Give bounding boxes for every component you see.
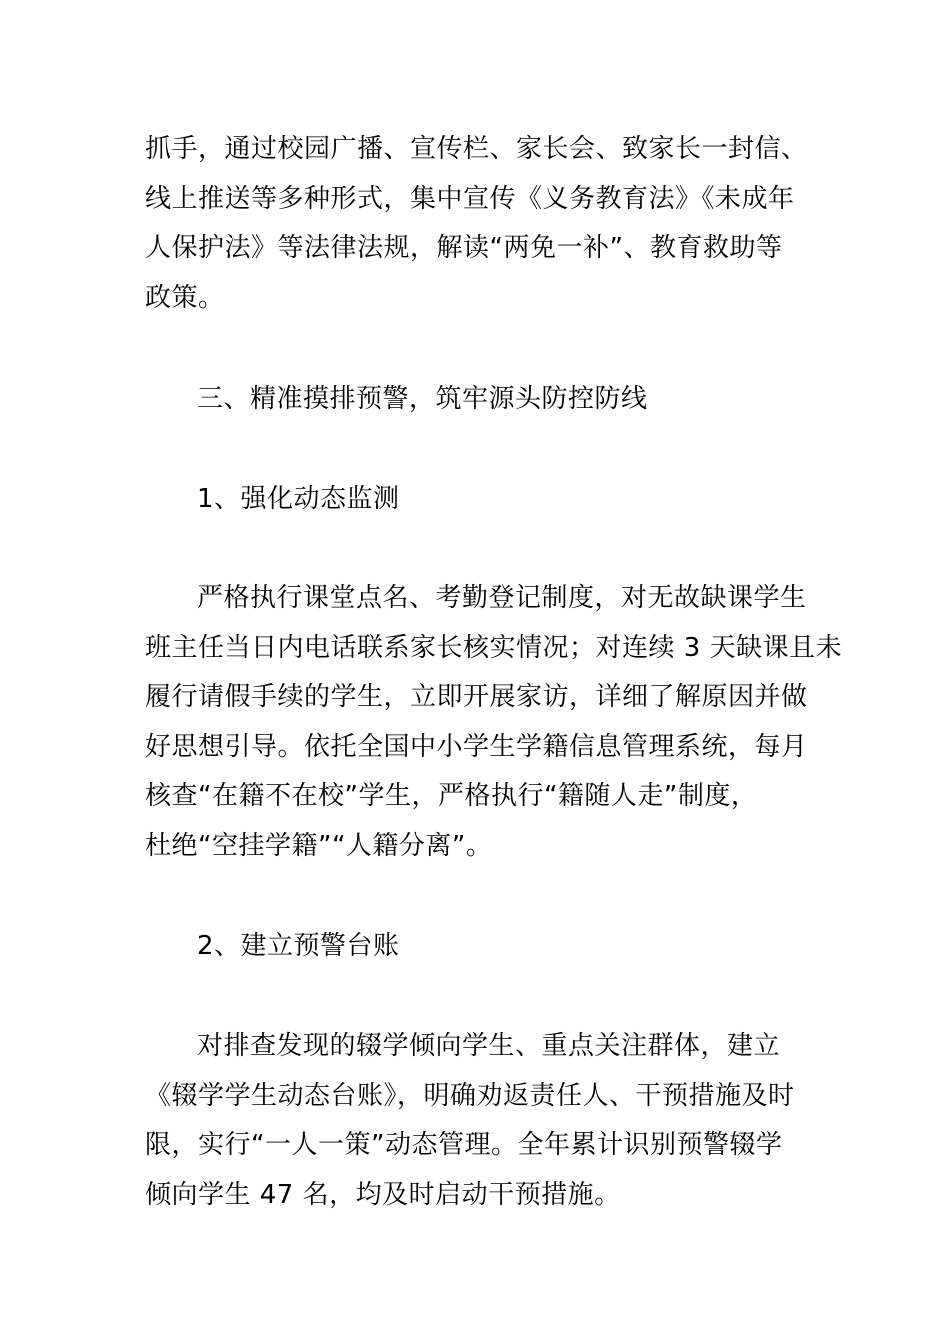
paragraph-line: 抓手，通过校园广播、宣传栏、家长会、致家长一封信、: [145, 134, 808, 164]
paragraph-line: 《辍学学生动态台账》，明确劝返责任人、干预措施及时: [145, 1080, 795, 1111]
paragraph-line: 杜绝“空挂学籍”“人籍分离”。: [145, 830, 493, 861]
paragraph-line: 严格执行课堂点名、考勤登记制度，对无故缺课学生: [197, 583, 807, 613]
paragraph-warning-ledger: [145, 1022, 810, 1220]
section-heading: 三、精准摸排预警，筑牢源头防控防线: [197, 384, 648, 414]
paragraph-line: 核查“在籍不在校”学生，严格执行“籍随人走”制度，: [145, 781, 758, 811]
paragraph-line: 班主任当日内电话联系家长核实情况；对连续 3 天缺课且未: [145, 632, 843, 663]
paragraph-line: 好思想引导。依托全国中小学生学籍信息管理系统，每月: [145, 731, 808, 762]
paragraph-line: 履行请假手续的学生，立即开展家访，详细了解原因并做: [145, 682, 808, 712]
paragraph-line: 对排查发现的辍学倾向学生、重点关注群体，建立: [197, 1031, 781, 1061]
paragraph-line: 政策。: [145, 282, 225, 313]
subsection-heading: 1、强化动态监测: [197, 484, 400, 514]
paragraph-line: 限，实行“一人一策”动态管理。全年累计识别预警辍学: [145, 1130, 783, 1160]
subsection-heading: 2、建立预警台账: [197, 931, 400, 961]
paragraph-line: 线上推送等多种形式，集中宣传《义务教育法》《未成年: [145, 183, 795, 214]
paragraph-line: 人保护法》等法律法规，解读“两免一补”、教育救助等: [145, 233, 783, 263]
paragraph-line: 倾向学生 47 名，均及时启动干预措施。: [145, 1179, 621, 1210]
paragraph-publicity: [145, 125, 810, 323]
paragraph-monitoring: [145, 574, 843, 871]
